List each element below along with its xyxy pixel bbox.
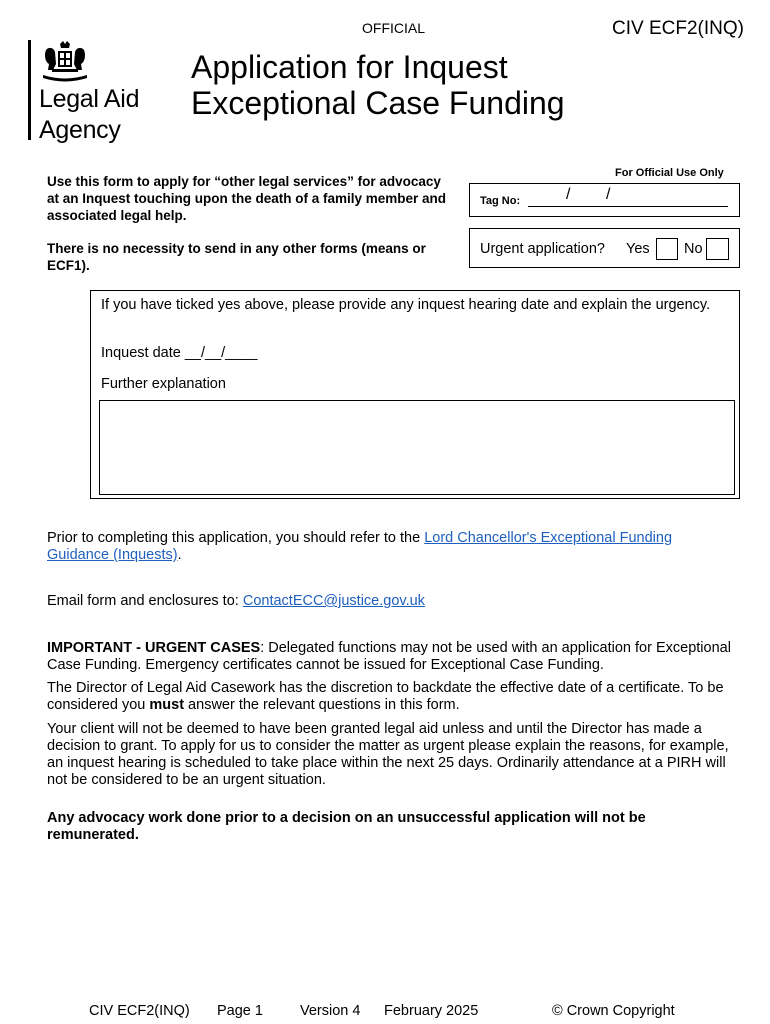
inquest-date-field[interactable]: Inquest date __/__/____ bbox=[101, 345, 258, 361]
urgent-application-box bbox=[469, 228, 740, 268]
urgency-details-box bbox=[90, 290, 740, 499]
important-paragraph bbox=[47, 640, 737, 674]
email-link[interactable]: ContactECC@justice.gov.uk bbox=[242, 593, 425, 609]
no-label: No bbox=[684, 241, 703, 257]
backdate-must: must bbox=[149, 697, 185, 713]
backdate-text2: answer the relevant questions in this form. bbox=[184, 697, 460, 713]
intro-text: Use this form to apply for “other legal services” for advocacy at an Inquest touching upon the death of a family member and associated legal help. bbox=[47, 174, 447, 223]
footer-form-code: CIV ECF2(INQ) bbox=[89, 1003, 190, 1019]
urgent-question: Urgent application? bbox=[480, 241, 605, 257]
royal-coat-of-arms-icon bbox=[40, 40, 90, 84]
title-line2: Exceptional Case Funding bbox=[191, 85, 565, 121]
legal-aid-agency-logo bbox=[28, 40, 178, 148]
footer-page: Page 1 bbox=[217, 1003, 263, 1019]
official-use-heading: For Official Use Only bbox=[615, 167, 724, 179]
guidance-paragraph bbox=[47, 530, 737, 564]
advocacy-warning: Any advocacy work done prior to a decision on an unsuccessful application will not be remunerated. bbox=[47, 810, 646, 843]
important-text: : Delegated functions may not be used with an application for Exceptional Case Funding. Emergency certificates cannot be issued for Exceptional Case Funding. bbox=[47, 640, 731, 673]
guidance-suffix: . bbox=[177, 547, 182, 563]
logo-rule bbox=[28, 40, 31, 140]
guidance-link[interactable]: Lord Chancellor's Exceptional Funding Guidance (Inquests) bbox=[47, 530, 673, 563]
agency-name-line1: Legal Aid bbox=[39, 85, 140, 113]
intro-note: There is no necessity to send in any other forms (means or ECF1). bbox=[47, 241, 426, 273]
tag-number-box bbox=[469, 183, 740, 217]
tag-number-slash: / bbox=[606, 186, 611, 203]
backdate-paragraph bbox=[47, 680, 737, 714]
agency-name-line2: Agency bbox=[39, 116, 121, 144]
agency-name bbox=[39, 84, 139, 146]
tag-number-line bbox=[528, 206, 728, 207]
guidance-prefix: Prior to completing this application, you should refer to the bbox=[47, 530, 425, 546]
tag-number-slash: / bbox=[566, 186, 571, 203]
urgent-yes-checkbox[interactable] bbox=[656, 238, 678, 260]
footer-date: February 2025 bbox=[384, 1003, 479, 1019]
urgent-no-checkbox[interactable] bbox=[706, 238, 729, 260]
tag-number-label: Tag No: bbox=[480, 195, 521, 207]
further-explanation-label: Further explanation bbox=[101, 376, 226, 392]
page-title bbox=[191, 49, 565, 121]
footer-version: Version 4 bbox=[300, 1003, 361, 1019]
email-paragraph bbox=[47, 593, 737, 610]
urgency-instruction: If you have ticked yes above, please provide any inquest hearing date and explain the urgency. bbox=[101, 297, 711, 313]
yes-label: Yes bbox=[626, 241, 650, 257]
decision-paragraph: Your client will not be deemed to have been granted legal aid unless and until the Director has made a decision to grant. To apply for us to consider the matter as urgent please explain the reasons, for example, an inquest hearing is scheduled to take place within the next 25 days. Ordinarily attendance at a PIRH will not be considered to be an urgent situation. bbox=[47, 721, 729, 788]
important-heading: IMPORTANT - URGENT CASES bbox=[47, 640, 261, 656]
further-explanation-field[interactable] bbox=[99, 400, 735, 495]
form-code: CIV ECF2(INQ) bbox=[612, 18, 744, 39]
footer-copyright: © Crown Copyright bbox=[552, 1003, 675, 1019]
email-prefix: Email form and enclosures to: bbox=[47, 593, 243, 609]
title-line1: Application for Inquest bbox=[191, 49, 508, 85]
backdate-text1: The Director of Legal Aid Casework has the discretion to backdate the effective date of a certificate. To be considered you bbox=[47, 680, 724, 713]
classification-label: OFFICIAL bbox=[362, 20, 426, 36]
